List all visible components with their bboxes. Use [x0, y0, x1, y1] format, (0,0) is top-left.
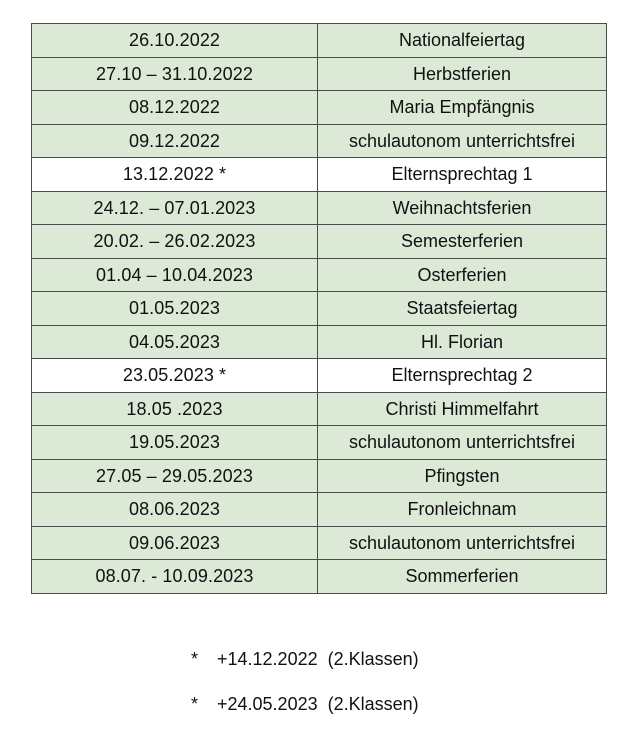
footnote-2: [191, 695, 419, 713]
date-cell: 08.07. - 10.09.2023: [32, 560, 318, 594]
footnote-text: +24.05.2023 (2.Klassen): [217, 694, 419, 714]
table-row: [32, 359, 607, 393]
table-row: [32, 392, 607, 426]
table-row: [32, 459, 607, 493]
date-cell: 26.10.2022: [32, 24, 318, 58]
event-cell: Maria Empfängnis: [318, 91, 607, 125]
event-cell: Herbstferien: [318, 57, 607, 91]
table-row: [32, 91, 607, 125]
event-cell: Hl. Florian: [318, 325, 607, 359]
table-row: [32, 191, 607, 225]
table-row: [32, 225, 607, 259]
date-cell: 24.12. – 07.01.2023: [32, 191, 318, 225]
table-row: [32, 158, 607, 192]
date-cell: 01.04 – 10.04.2023: [32, 258, 318, 292]
table-row: [32, 493, 607, 527]
date-cell: 27.10 – 31.10.2022: [32, 57, 318, 91]
table-row: [32, 560, 607, 594]
date-cell: 09.06.2023: [32, 526, 318, 560]
event-cell: Fronleichnam: [318, 493, 607, 527]
event-cell: Elternsprechtag 1: [318, 158, 607, 192]
table-row: [32, 57, 607, 91]
event-cell: Sommerferien: [318, 560, 607, 594]
event-cell: Staatsfeiertag: [318, 292, 607, 326]
footnote-marker: *: [191, 694, 199, 714]
date-cell: 20.02. – 26.02.2023: [32, 225, 318, 259]
event-cell: Osterferien: [318, 258, 607, 292]
date-cell: 04.05.2023: [32, 325, 318, 359]
table-row: [32, 292, 607, 326]
table-row: [32, 124, 607, 158]
table-row: [32, 526, 607, 560]
date-cell: 19.05.2023: [32, 426, 318, 460]
date-cell: 23.05.2023 *: [32, 359, 318, 393]
event-cell: schulautonom unterrichtsfrei: [318, 124, 607, 158]
footnote-text: +14.12.2022 (2.Klassen): [217, 649, 419, 669]
date-cell: 08.06.2023: [32, 493, 318, 527]
date-cell: 18.05 .2023: [32, 392, 318, 426]
date-cell: 27.05 – 29.05.2023: [32, 459, 318, 493]
footnote-marker: *: [191, 649, 199, 669]
date-cell: 01.05.2023: [32, 292, 318, 326]
schedule-table-body: [32, 24, 607, 594]
date-cell: 08.12.2022: [32, 91, 318, 125]
event-cell: Weihnachtsferien: [318, 191, 607, 225]
date-cell: 09.12.2022: [32, 124, 318, 158]
table-row: [32, 258, 607, 292]
holiday-schedule-table: [31, 23, 607, 594]
event-cell: Pfingsten: [318, 459, 607, 493]
table-row: [32, 426, 607, 460]
event-cell: schulautonom unterrichtsfrei: [318, 426, 607, 460]
date-cell: 13.12.2022 *: [32, 158, 318, 192]
event-cell: Semesterferien: [318, 225, 607, 259]
table-row: [32, 325, 607, 359]
event-cell: Nationalfeiertag: [318, 24, 607, 58]
event-cell: Christi Himmelfahrt: [318, 392, 607, 426]
event-cell: schulautonom unterrichtsfrei: [318, 526, 607, 560]
footnote-1: [191, 650, 419, 668]
table-row: [32, 24, 607, 58]
event-cell: Elternsprechtag 2: [318, 359, 607, 393]
